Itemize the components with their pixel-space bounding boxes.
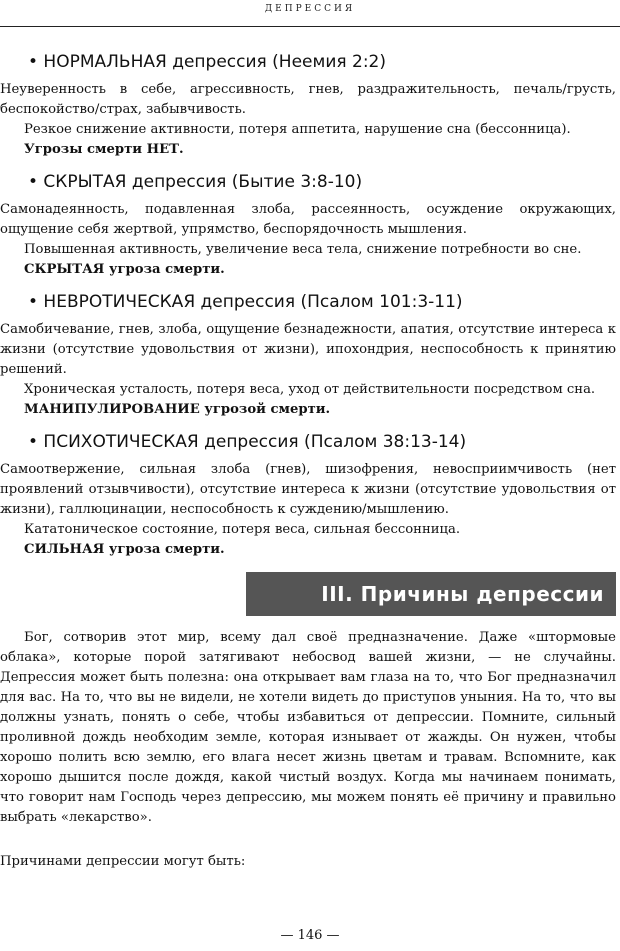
- page-content: [0, 40, 616, 872]
- symptoms-paragraph: Неуверенность в себе, агрессивность, гнев, раздражительность, печаль/грусть, беспокойство/страх, забывчивость.: [0, 82, 616, 117]
- signs-paragraph: Хроническая усталость, потеря веса, уход от действительности посредством сна.: [24, 382, 596, 397]
- section-heading: • НЕВРОТИЧЕСКАЯ депрессия (Псалом 101:3-11): [28, 292, 463, 312]
- symptoms-paragraph: Самонадеянность, подавленная злоба, рассеянность, осуждение окружающих, ощущение себя жертвой, упрямство, беспорядочность мышления.: [0, 202, 616, 237]
- header-divider: [0, 26, 620, 27]
- risk-paragraph: СИЛЬНАЯ угроза смерти.: [24, 542, 225, 557]
- causes-lead-paragraph: Причинами депрессии могут быть:: [0, 854, 246, 869]
- signs-paragraph: Повышенная активность, увеличение веса тела, снижение потребности во сне.: [24, 242, 582, 257]
- section-psychotic: [0, 430, 616, 560]
- chapter-section-title: III. Причины депрессии: [246, 572, 616, 616]
- risk-paragraph: МАНИПУЛИРОВАНИЕ угрозой смерти.: [24, 402, 331, 417]
- section-normal: [0, 50, 616, 160]
- section-heading: • НОРМАЛЬНАЯ депрессия (Неемия 2:2): [28, 52, 386, 72]
- symptoms-paragraph: Самоотвержение, сильная злоба (гнев), шизофрения, невосприимчивость (нет проявлений отзывчивости), отсутствие интереса к жизни (отсутствие удовольствия от жизни), галлюцинации, неспособность к суждению/мышлению.: [0, 462, 616, 517]
- section-heading: • СКРЫТАЯ депрессия (Бытие 3:8-10): [28, 172, 363, 192]
- section-hidden: [0, 170, 616, 280]
- risk-paragraph: СКРЫТАЯ угроза смерти.: [24, 262, 225, 277]
- body-paragraph: Бог, сотворив этот мир, всему дал своё предназначение. Даже «штормовые облака», которые порой затягивают небосвод вашей жизни, — не случайны. Депрессия может быть полезна: она открывает вам глаза на то, что Бог предназначил для вас. На то, что вы не видели, не хотели видеть до приступов уныния. На то, что вы должны узнать, понять о себе, чтобы избавиться от депрессии. Помните, сильный проливной дождь необходим земле, которая изнывает от жажды. Он нужен, чтобы хорошо полить всю землю, его влага несет жизнь цветам и травам. Вспомните, как хорошо дышится после дождя, какой чистый воздух. Когда мы начинаем понимать, что говорит нам Господь через депрессию, мы можем понять её причину и правильно выбрать «лекарство».: [0, 630, 616, 825]
- signs-paragraph: Кататоническое состояние, потеря веса, сильная бессонница.: [24, 522, 461, 537]
- page-number: — 146 —: [280, 928, 340, 943]
- section-neurotic: [0, 290, 616, 420]
- running-header: ДЕПРЕССИЯ: [264, 4, 356, 14]
- symptoms-paragraph: Самобичевание, гнев, злоба, ощущение безнадежности, апатия, отсутствие интереса к жизни (отсутствие удовольствия от жизни), ипохондрия, неспособность к принятию решений.: [0, 322, 616, 377]
- section-heading: • ПСИХОТИЧЕСКАЯ депрессия (Псалом 38:13-14): [28, 432, 467, 452]
- risk-paragraph: Угрозы смерти НЕТ.: [24, 142, 184, 157]
- signs-paragraph: Резкое снижение активности, потеря аппетита, нарушение сна (бессонница).: [24, 122, 571, 137]
